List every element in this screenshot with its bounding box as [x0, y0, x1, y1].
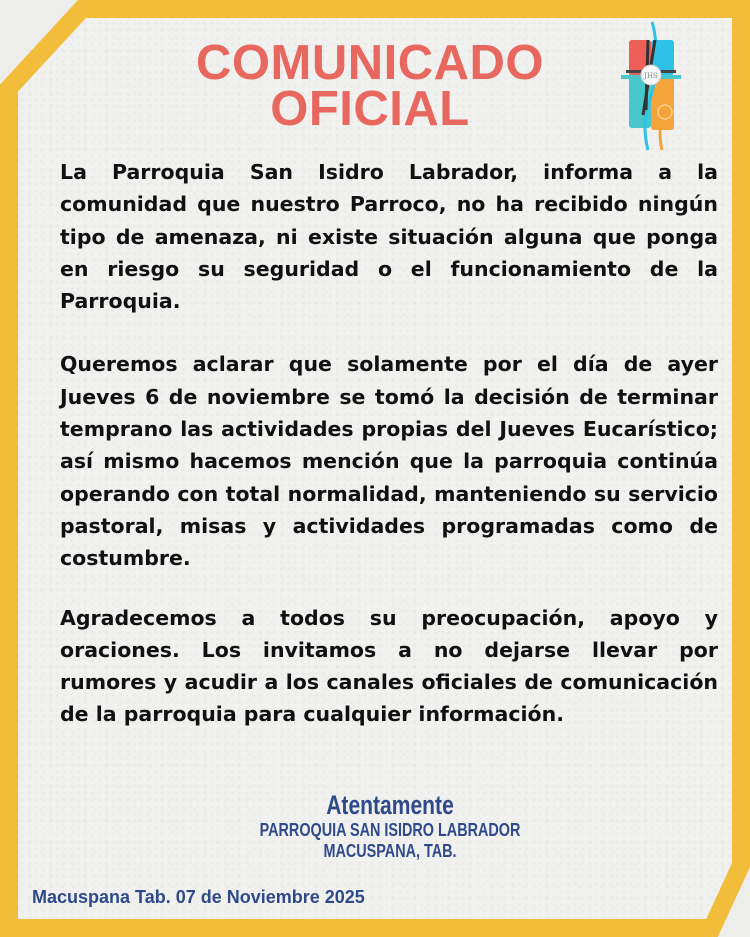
announcement-body [60, 156, 718, 762]
paragraph-3: Agradecemos a todos su preocupación, apoyo y oraciones. Los invitamos a no dejarse llevar por rumores y acudir a los canales oficiales de comunicación de la parroquia para cualquier información. [60, 605, 718, 727]
title-line-1: COMUNICADO [196, 36, 544, 90]
paragraph-2: Queremos aclarar que solamente por el día de ayer Jueves 6 de noviembre se tomó la decisión de terminar temprano las actividades propias del Jueves Eucarístico; así mismo hacemos mención que la parroquia continúa operando con total normalidad, manteniendo su servicio pastoral, misas y actividades programadas como de costumbre. [60, 352, 718, 571]
jhs-cross-logo-icon [618, 20, 684, 152]
svg-text:JHS: JHS [644, 72, 658, 80]
title-line-2: OFICIAL [270, 82, 470, 136]
signature-block [180, 790, 600, 862]
date-location-line: Macuspana Tab. 07 de Noviembre 2025 [32, 887, 365, 907]
organization-location: MACUSPANA, TAB. [323, 841, 457, 861]
page-title [130, 36, 610, 136]
closing-text: Atentamente [326, 790, 454, 820]
paragraph-1: La Parroquia San Isidro Labrador, informa a la comunidad que nuestro Parroco, no ha recibido ningún tipo de amenaza, ni existe situación alguna que ponga en riesgo su seguridad o el funcionamiento de la Parroquia. [60, 160, 718, 314]
organization-name: PARROQUIA SAN ISIDRO LABRADOR [259, 820, 521, 840]
